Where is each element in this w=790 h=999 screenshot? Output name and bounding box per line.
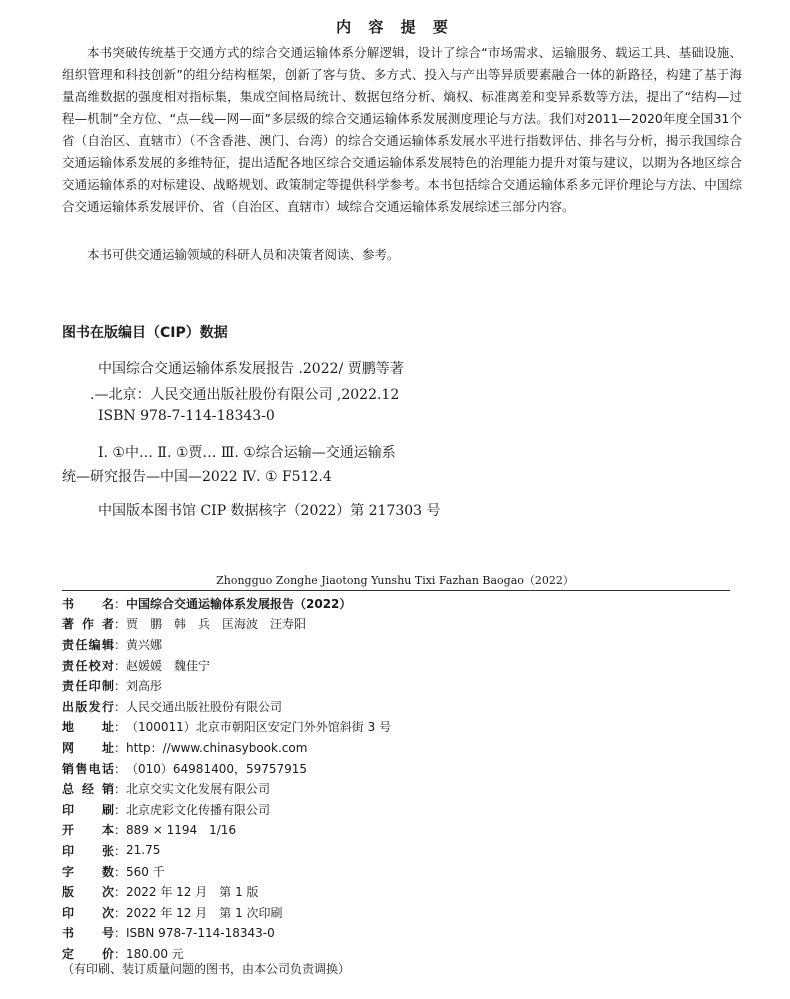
colophon-value: 人民交通出版社股份有限公司 (126, 699, 283, 714)
summary-paragraph-2: 本书可供交通运输领域的科研人员和决策者阅读、参考。 (87, 247, 400, 262)
colophon-row (62, 902, 391, 923)
colophon-colon: ： (114, 740, 127, 755)
colophon-label: 网址 (62, 740, 114, 755)
colophon-value: 贾 鹏 韩 兵 匡海波 汪寿阳 (126, 617, 307, 632)
colophon-colon: ： (114, 699, 127, 714)
colophon-label: 著作者 (62, 617, 114, 632)
summary-title: 内 容 提 要 (336, 18, 454, 36)
colophon-value: 889 × 1194 1/16 (126, 823, 237, 838)
colophon-label: 出版发行 (62, 699, 114, 714)
colophon-row (62, 799, 391, 820)
colophon-row (62, 655, 391, 676)
colophon-colon: ： (114, 823, 127, 838)
colophon-label: 书名 (62, 596, 114, 611)
colophon-row (62, 614, 391, 635)
colophon-value: ISBN 978-7-114-18343-0 (126, 925, 275, 940)
colophon-colon: ： (114, 720, 127, 735)
colophon-value: 北京虎彩文化传播有限公司 (126, 802, 271, 817)
colophon-value: 2022 年 12 月 第 1 版 (126, 885, 259, 900)
colophon-row (62, 717, 391, 738)
summary-paragraph-1: 本书突破传统基于交通方式的综合交通运输体系分解逻辑，设计了综合“市场需求、运输服务、载运工具、基础设施、组织管理和科技创新”的组分结构框架，创新了客与货、多方式、投入与产出等异质要素融合一体的新路径，构建了基于海量高维数据的强度相对指标集，集成空间格局统计、数据包络分析、熵权、标准离差和变异系数等方法，提出了“结构—过程—机制”全方位、“点—线—网—面”多层级的综合交通运输体系发展测度理论与方法。我们对2011—2020年度全国31个省（自治区、直辖市）（不含香港、澳门、台湾）的综合交通运输体系发展水平进行指数评估、排名与分析，揭示我国综合交通运输体系发展的多维特征，提出适配各地区综合交通运输体系发展特色的治理能力提升对策与建议，以期为各地区综合交通运输体系的对标建设、战略规划、政策制定等提供科学参考。本书包括综合交通运输体系多元评价理论与方法、中国综合交通运输体系发展评价、省（自治区、直辖市）域综合交通运输体系发展综述三部分内容。 (62, 45, 742, 214)
colophon-row (62, 861, 391, 882)
colophon-value: 黄兴娜 (126, 637, 163, 652)
quality-footnote: （有印刷、装订质量问题的图书，由本公司负责调换） (62, 962, 351, 976)
colophon-value: （100011）北京市朝阳区安定门外外馆斜街 3 号 (126, 720, 392, 735)
colophon-row (62, 696, 391, 717)
colophon-row (62, 923, 391, 944)
colophon-colon: ： (114, 782, 127, 797)
colophon-row (62, 675, 391, 696)
colophon-label: 印次 (62, 905, 114, 920)
colophon-divider (62, 590, 730, 591)
colophon-colon: ： (114, 802, 127, 817)
colophon-label: 责任校对 (62, 658, 114, 673)
colophon-row (62, 593, 391, 614)
colophon-label: 印刷 (62, 802, 114, 817)
colophon-label: 字数 (62, 864, 114, 879)
colophon-colon: ： (114, 843, 127, 858)
colophon-row (62, 634, 391, 655)
colophon-value: 21.75 (126, 843, 161, 858)
colophon-row (62, 820, 391, 841)
colophon-colon: ： (114, 926, 127, 941)
colophon-value: 刘高彤 (126, 679, 163, 694)
cip-heading: 图书在版编目（CIP）数据 (62, 325, 228, 341)
colophon-colon: ： (114, 637, 127, 652)
colophon-label: 责任印制 (62, 679, 114, 694)
cip-line-title: 中国综合交通运输体系发展报告 .2022/ 贾鹏等著 (98, 361, 404, 377)
cip-line-isbn: ISBN 978-7-114-18343-0 (98, 408, 275, 424)
colophon-label: 印张 (62, 843, 114, 858)
colophon-row (62, 778, 391, 799)
colophon-label: 销售电话 (62, 761, 114, 776)
colophon-colon: ： (114, 617, 127, 632)
cip-line-classification-1: Ⅰ. ①中… Ⅱ. ①贾… Ⅲ. ①综合运输—交通运输系 (98, 445, 396, 461)
colophon-row (62, 758, 391, 779)
colophon-value: http：//www.chinasybook.com (126, 740, 308, 755)
colophon-label: 书号 (62, 926, 114, 941)
colophon-label: 地址 (62, 720, 114, 735)
colophon-colon: ： (114, 658, 127, 673)
colophon-value: 北京交实文化发展有限公司 (126, 782, 271, 797)
colophon-label: 版次 (62, 885, 114, 900)
colophon-row (62, 840, 391, 861)
colophon-value: 中国综合交通运输体系发展报告（2022） (126, 596, 352, 611)
colophon-label: 总经销 (62, 782, 114, 797)
colophon-label: 责任编辑 (62, 637, 114, 652)
english-title: Zhongguo Zonghe Jiaotong Yunshu Tixi Fazhan Baogao（2022） (216, 574, 574, 587)
cip-line-classification-2: 统—研究报告—中国—2022 Ⅳ. ① F512.4 (62, 469, 332, 485)
colophon-label: 定价 (62, 946, 114, 961)
cip-line-publisher: .—北京：人民交通出版社股份有限公司 ,2022.12 (90, 387, 400, 403)
colophon-colon: ： (114, 596, 127, 611)
colophon-colon: ： (114, 905, 127, 920)
colophon-label: 开本 (62, 823, 114, 838)
colophon-value: 180.00 元 (126, 946, 184, 961)
colophon-colon: ： (114, 679, 127, 694)
colophon-colon: ： (114, 885, 127, 900)
colophon-row (62, 737, 391, 758)
colophon-colon: ： (114, 946, 127, 961)
colophon-value: 2022 年 12 月 第 1 次印刷 (126, 905, 283, 920)
colophon-value: 560 千 (126, 864, 165, 879)
colophon-table (62, 593, 391, 964)
colophon-row (62, 881, 391, 902)
colophon-value: （010）64981400，59757915 (126, 761, 308, 776)
colophon-colon: ： (114, 761, 127, 776)
colophon-colon: ： (114, 864, 127, 879)
cip-line-record-number: 中国版本图书馆 CIP 数据核字（2022）第 217303 号 (98, 503, 441, 519)
colophon-value: 赵媛媛 魏佳宁 (126, 658, 211, 673)
